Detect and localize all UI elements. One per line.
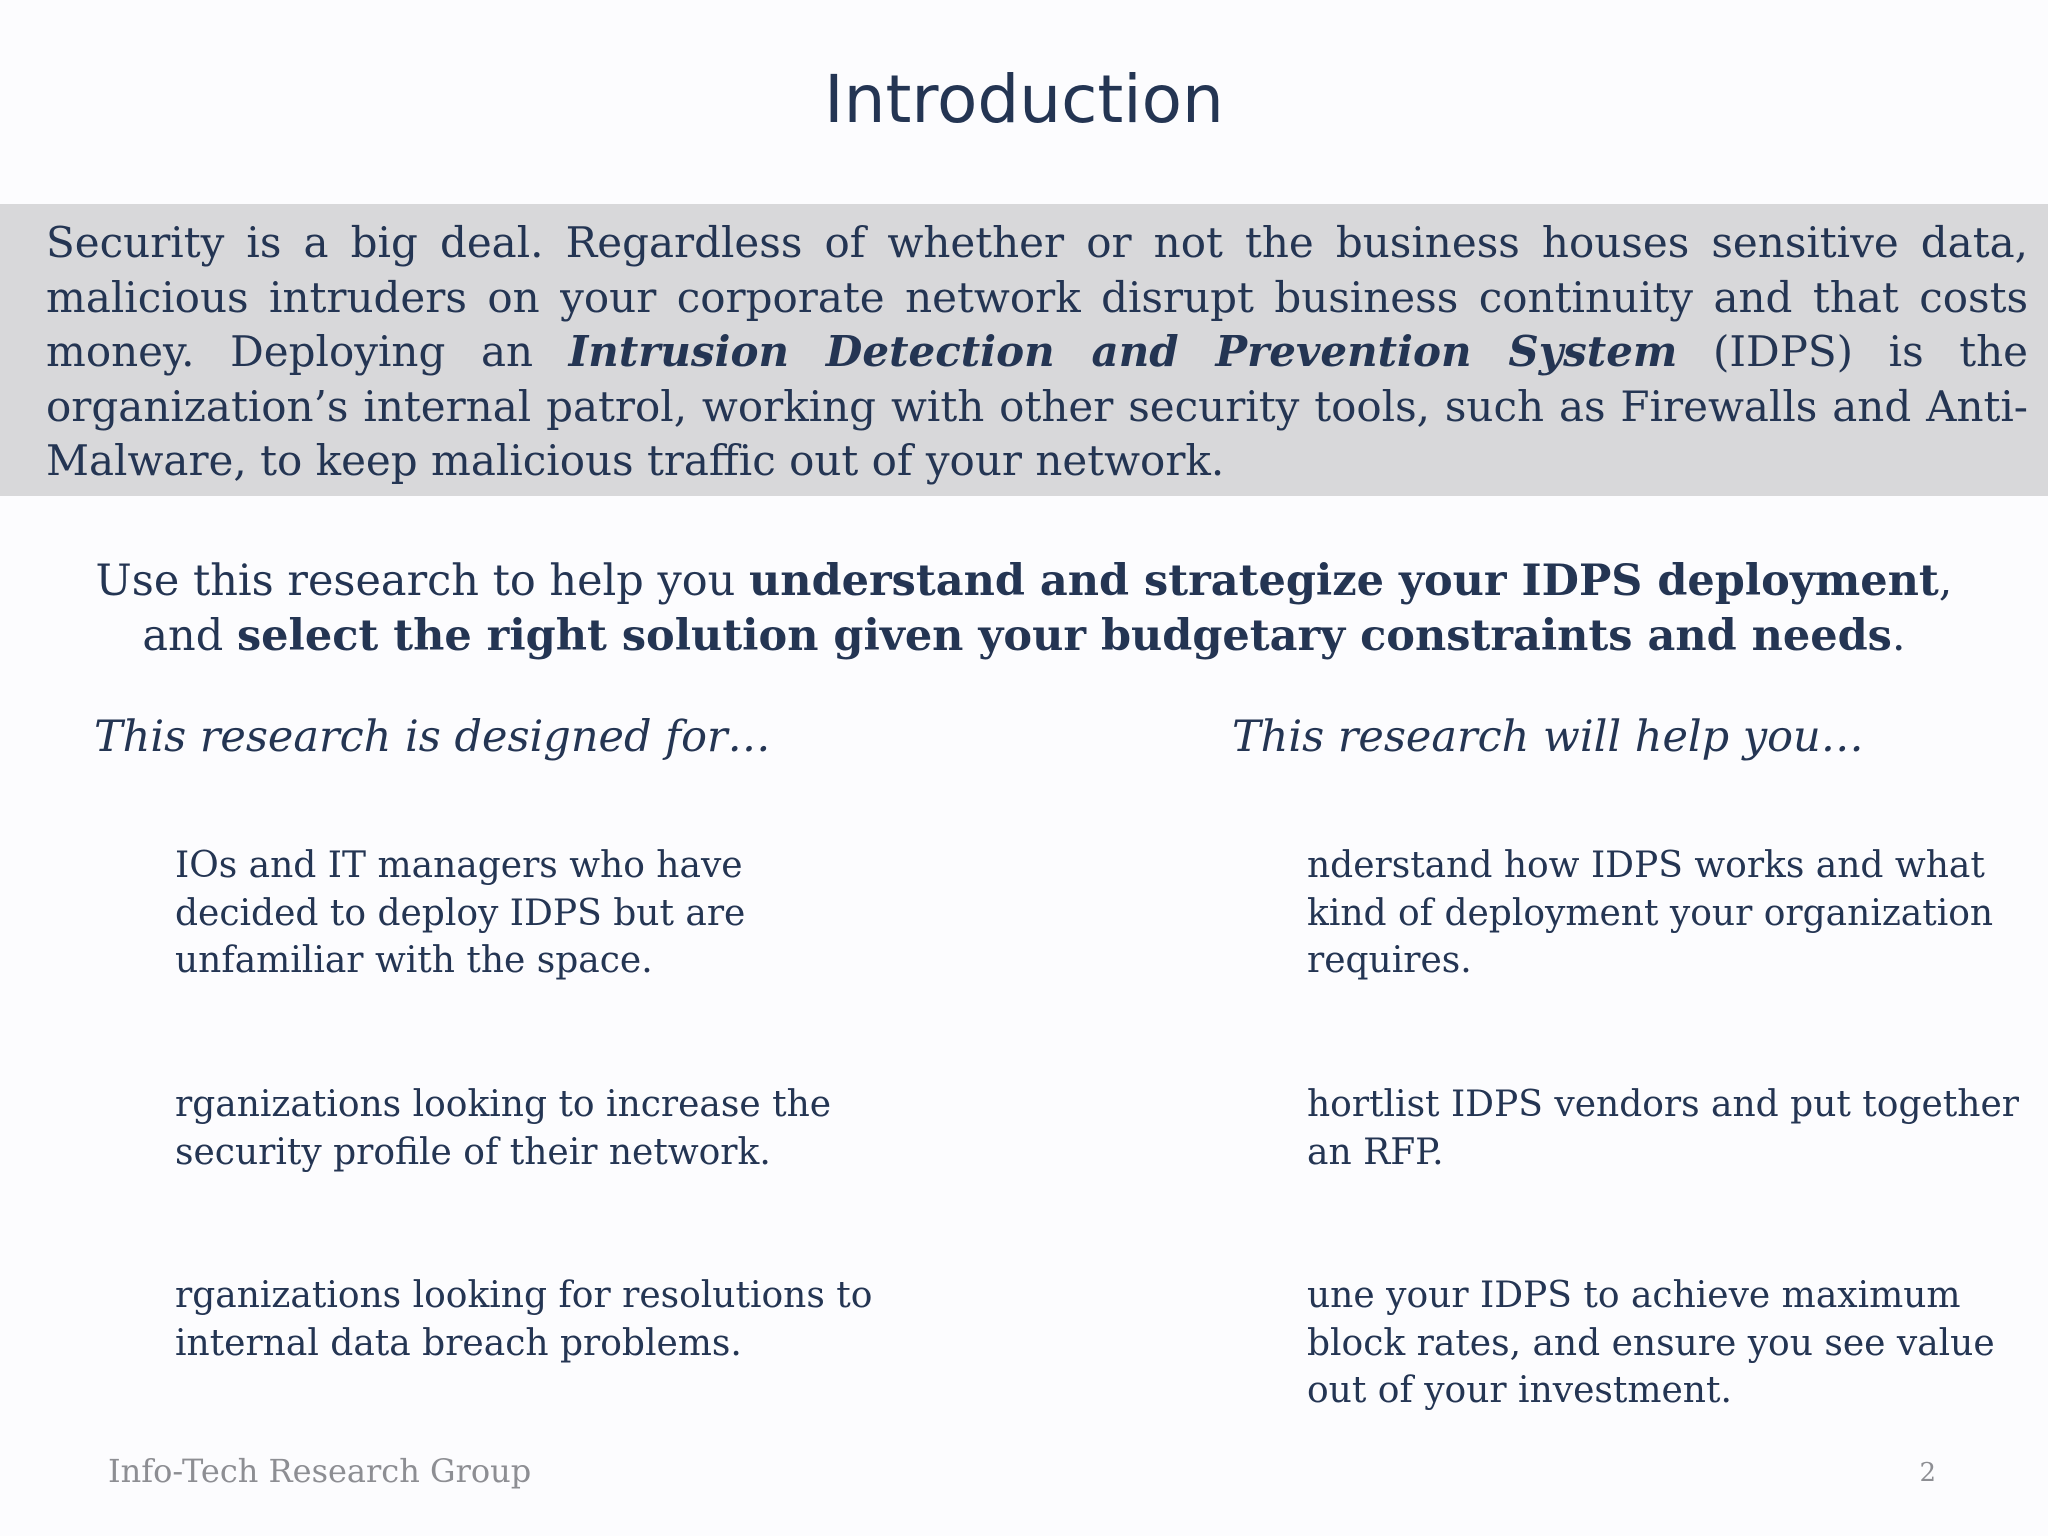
purpose-line2-plain: and: [142, 611, 237, 661]
purpose-line2-end: .: [1891, 611, 1906, 661]
designed-for-item-3: rganizations looking for resolutions to internal data breach problems.: [175, 1275, 873, 1364]
intro-text-end: (IDPS) is the organization’s internal patrol, working with other security tools, such as Firewalls and Anti-Malware, to keep malicious traffic out of your network.: [46, 327, 2029, 485]
intro-paragraph: [46, 216, 2028, 489]
designed-for-item-2: rganizations looking to increase the security profile of their network.: [175, 1084, 832, 1173]
footer-organization: Info-Tech Research Group: [108, 1452, 532, 1490]
will-help-item-3: une your IDPS to achieve maximum block rates, and ensure you see value out of your investment.: [1307, 1275, 1995, 1411]
intro-text-start: Security is a big deal. Regardless of whether or not the business houses sensitive data, malicious intruders on your corporate network disrupt business continuity and that costs money. Deploying an: [46, 218, 2028, 376]
will-help-heading: This research will help you…: [1232, 712, 1864, 762]
will-help-item-2: hortlist IDPS vendors and put together an RFP.: [1307, 1084, 2019, 1173]
intro-emphasis: Intrusion Detection and Prevention System: [568, 327, 1678, 376]
purpose-line1-plain: Use this research to help you: [95, 556, 750, 606]
purpose-line2-bold: select the right solution given your budgetary constraints and needs: [236, 611, 1892, 661]
page-title: Introduction: [824, 61, 1224, 138]
will-help-item-1: nderstand how IDPS works and what kind of deployment your organization requires.: [1307, 845, 1994, 981]
designed-for-heading: This research is designed for…: [94, 712, 771, 762]
page-number: 2: [1919, 1458, 1936, 1488]
purpose-line-2: [142, 611, 1905, 661]
designed-for-item-1: IOs and IT managers who have decided to deploy IDPS but are unfamiliar with the space.: [175, 845, 746, 981]
purpose-line1-end: ,: [1938, 556, 1953, 606]
purpose-line-1: [96, 556, 1953, 606]
purpose-line1-bold: understand and strategize your IDPS deployment: [749, 556, 1939, 606]
purpose-statement: [0, 554, 2048, 664]
